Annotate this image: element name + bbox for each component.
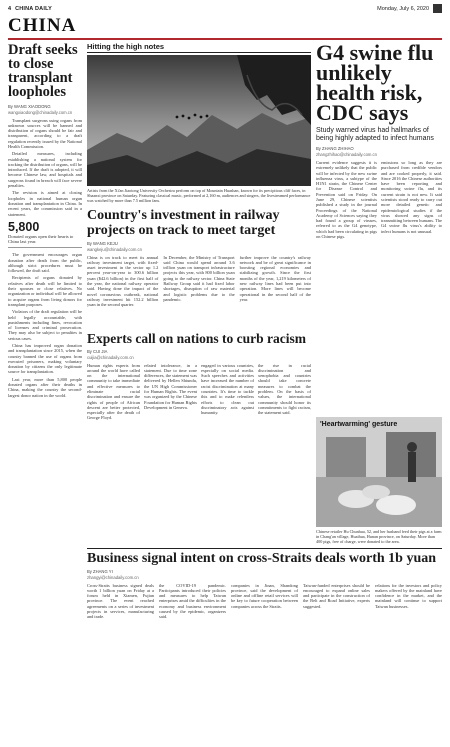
qr-code-icon bbox=[433, 4, 442, 13]
page-number: 4 bbox=[8, 5, 12, 12]
transplant-body bbox=[8, 118, 82, 217]
business-body bbox=[87, 583, 442, 620]
business-byline: By ZHANG YI bbox=[87, 569, 113, 574]
business-headline: Business signal intent on cross-Straits deals worth 1b yuan bbox=[87, 551, 437, 566]
pull-quote-text: Donated organs open their hearts to China last year. bbox=[8, 234, 82, 248]
g4-deck: Study warned virus had hallmarks of being highly adapted to infect humans bbox=[316, 127, 434, 143]
section-title: CHINA bbox=[8, 15, 77, 36]
body-paragraph: Transplant surgeons using organs from unknown sources will be banned and distribution of organs should be fair and transparent, according to a draft regulation recently issued by the National Health Commission. bbox=[8, 117, 82, 149]
experts-email: cuijia@chinadaily.com.cn bbox=[87, 354, 134, 360]
business-col-1: Cross-Straits business signed deals worth 1 billion yuan on Friday at a forum held in Xiamen, Fujian province. The event reached agreements on a series of investment projects in services, manufacturing and trade. bbox=[87, 582, 154, 620]
experts-body bbox=[87, 363, 311, 421]
experts-col-2: related intolerance, in a statement. Due to time zone differences, the statement was delivered by Hellen Shiundu, the UN High Commissioner for Human Rights. The event was organized by the Chinese Foundation for Human Rights Development in Geneva. bbox=[144, 362, 197, 410]
right-column bbox=[316, 42, 442, 239]
body-paragraph: Violators of the draft regulation will be held legally accountable, with punishments including fines, revocation of licenses and criminal prosecution. They may also be subject to penalties in serious cases. bbox=[8, 309, 82, 341]
transplant-email: wangxiaodong@chinadaily.com.cn bbox=[8, 109, 73, 115]
issue-date: Monday, July 6, 2020 bbox=[377, 5, 429, 12]
middle-column bbox=[87, 42, 311, 307]
heartwarming-label: 'Heartwarming' gesture bbox=[320, 421, 398, 428]
top-bar bbox=[8, 3, 442, 14]
pigs-photo bbox=[316, 417, 442, 527]
body-paragraph: Detailed measures, including establishing a national system for tracking the distribution of organs, will be introduced. If the draft is adopted, it will become Chinese law, and hospitals and surgeons found in breach will face severe penalties. bbox=[8, 151, 82, 189]
railway-byline: By WANG KEJU bbox=[87, 241, 118, 246]
transplant-headline: Draft seeks to close transplant loopholes bbox=[8, 42, 78, 100]
business-col-2: the COVID-19 pandemic. Participants introduced their policies and measures to help Taiwan enterprises amid the difficulties in the economy and business environment caused by the epidemic, organizers said. bbox=[159, 582, 226, 620]
experts-story bbox=[87, 332, 311, 421]
g4-email: zhangzhihao@chinadaily.com.cn bbox=[316, 151, 377, 157]
railway-col-1: China is on track to meet its annual railway investment target, with fixed-asset investment in the sector up 1.2 percent year-on-year to 300.6 billion yuan ($42.6 billion) in the first half of the year, the national railway operator said. Having done the impact of the novel coronavirus outbreak, national railway investment hit 152.2 billion yuan in the second quarter. bbox=[87, 254, 159, 308]
mountain-concert-photo bbox=[87, 55, 311, 186]
g4-body bbox=[316, 160, 442, 239]
top-bar-right bbox=[377, 4, 442, 13]
body-paragraph: China has improved organ donation and transplantation since 2015, when the country banned the use of organs from executed prisoners, making voluntary donation by citizens the only legitimate source for transplantation. bbox=[8, 343, 82, 375]
railway-body bbox=[87, 255, 311, 308]
transplant-byline: By WANG XIAODONG bbox=[8, 104, 51, 109]
business-col-5: relations for the investors and policy makers offered by the mainland have confidence in the market, and the mainland will continue to support Taiwan businesses. bbox=[375, 582, 442, 609]
g4-byline: By ZHANG ZHIHAO bbox=[316, 146, 354, 152]
photo-label: Hitting the high notes bbox=[87, 42, 311, 53]
experts-col-4: the rise in racial discrimination and xenophobia and countries should take concrete measures to combat the problem. On the basis of values, the international community should honor its commitments to fight racism, the statement said. bbox=[258, 362, 311, 416]
transplant-body-2 bbox=[8, 252, 82, 398]
business-story bbox=[87, 548, 442, 620]
pull-quote-number: 5,800 bbox=[8, 219, 40, 234]
railway-col-3: further improve the country's railway network and be of great significance in boosting regional economies and stabilizing growth. Since the first months of the year, 1,219 kilometers of new railway lines had been put into operation. More lines will become operational in the second half of the year. bbox=[239, 254, 311, 302]
body-paragraph: Last year, more than 5,800 people donated organs after their deaths in China, making the country the second-largest donor nation in the world. bbox=[8, 376, 82, 398]
railway-email: wangkeju@chinadaily.com.cn bbox=[87, 246, 142, 252]
experts-col-1: Human rights experts from around the world have called on the international community to take immediate and effective measures to eliminate racial discrimination and ensure the rights of people of African descent are better protected, especially after the death of George Floyd. bbox=[87, 362, 140, 421]
pigs-caption: Chinese retailer Hu Chunhua, 52, and her husband feed their pigs at a farm in Chang'an village, Huaihua, Hunan province, on Saturday. More than 400 pigs, free of charge, were donated to the area. bbox=[316, 529, 442, 544]
pigs-photo-block bbox=[316, 414, 442, 544]
experts-headline: Experts call on nations to curb racism bbox=[87, 331, 306, 346]
transplant-story bbox=[8, 42, 82, 742]
body-paragraph: Recipients of organs donated by relatives after death will be limited to their spouses or close relatives. No organization or individual will be allowed to acquire organs from living donors for transplant purposes. bbox=[8, 275, 82, 307]
experts-col-3: engaged in various countries, especially on social media. Such speeches and activities have increased the number of racist discrimination at many countries. It's time to tackle this and to make relentless efforts to clean out discriminatory acts against humanity. bbox=[201, 362, 254, 416]
railway-col-2: In December, the Ministry of Transport said China would spend around 3.6 trillion yuan on transport infrastructure projects this year, with 800 billion yuan going to the railway sector. China State Railway Group said it had fixed labor shortages, disruption of raw material and logistic problems due to the pandemic. bbox=[163, 254, 235, 302]
body-paragraph: The revision is aimed at closing loopholes in national human organ donation and transplantation in China. In recent years, the commission said in a statement. bbox=[8, 190, 82, 217]
business-col-4: Taiwan-funded enterprises should be encouraged to expand online sales and participate in the construction of the Belt and Road Initiative, experts suggested. bbox=[303, 582, 370, 609]
photo-caption: Artists from the Xi'an Jiaotong University Orchestra perform on top of Mountain Huashan, known for its precipitous cliff faces, in Shaanxi province on Saturday. Featuring classical music, performed at 2,160 m, audiences and singers, the livestreamed performance was watched by more than 7.5 million fans. bbox=[87, 188, 311, 203]
g4-headline: G4 swine flu unlikely health risk, CDC says bbox=[316, 40, 434, 125]
top-bar-left bbox=[8, 6, 52, 12]
g4-col-2: emissions so long as they are purchased from credible vendors and are cooked properly, it said. Since 2016 the Chinese authorities have been reporting and monitoring swine flu, and its current strain is not new. It said scientists stood ready to carry out more detailed genetic and epidemiological studies if the virus showed any signs of transmitting between humans. The G4 swine flu virus's ability to infect humans is not unusual. bbox=[381, 159, 442, 234]
business-col-3: companies in Jinan, Shandong province, said the development of online and offline retail services will be key to future cooperation between companies across the Straits. bbox=[231, 582, 298, 609]
business-email: zhangyi@chinadaily.com.cn bbox=[87, 574, 139, 580]
body-paragraph: The government encourages organ donation after death from the public, although strict procedures must be followed, the draft said. bbox=[8, 252, 82, 274]
experts-byline: By CUI JIA bbox=[87, 349, 108, 354]
g4-col-1: Current evidence suggests it is extremely unlikely that the public will be infected by the new swine influenza virus, a subtype of the H1N1 strain, the Chinese Center for Disease Control and Prevention said on Friday. On June 29, Chinese scientists published a study in the journal Proceedings of the National Academy of Sciences saying they had found a group of viruses, referred to as the G4 genotype, which had been circulating in pigs on Chinese pigs. bbox=[316, 159, 377, 240]
masthead-logo: CHINA DAILY bbox=[15, 5, 52, 12]
railway-headline: Country's investment in railway projects on track to meet target bbox=[87, 208, 280, 238]
